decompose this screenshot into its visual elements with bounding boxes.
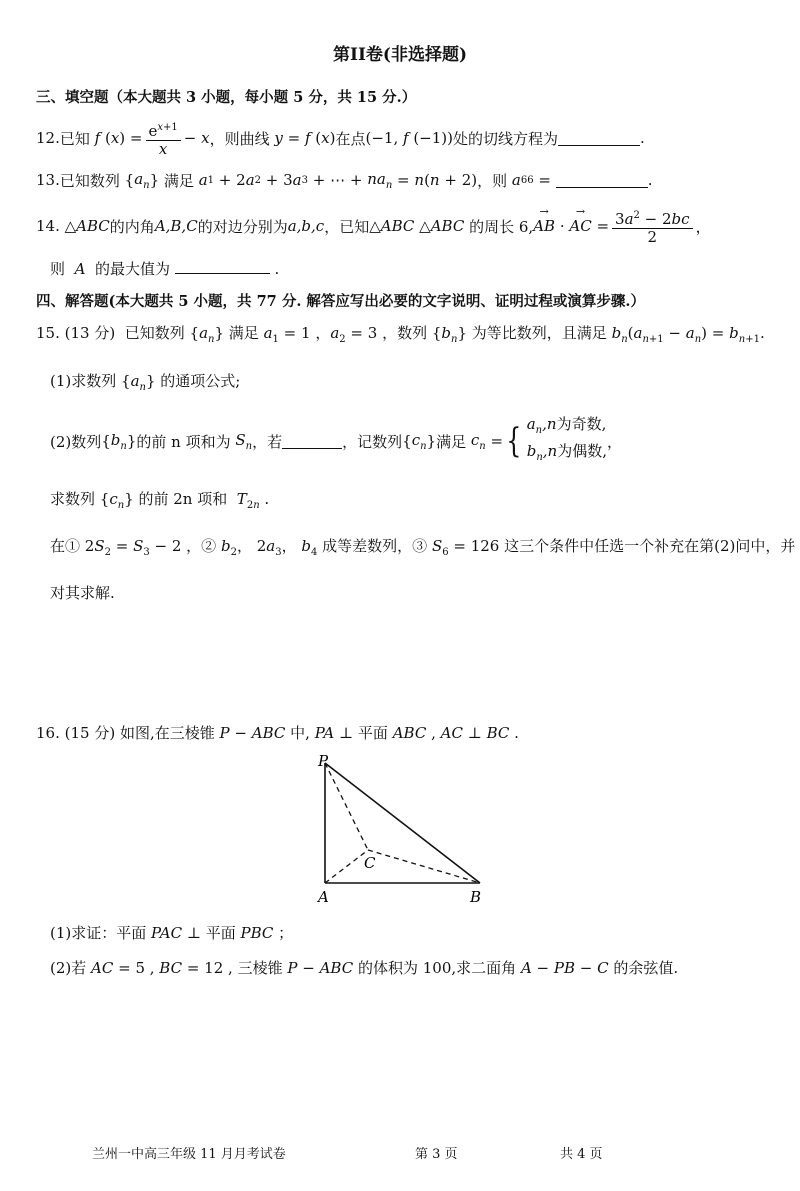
q15-stem1: 已知数列	[124, 324, 185, 342]
q16-part2-end: 的余弦值.	[613, 959, 679, 977]
q16-part2-vol: 的体积为 100,求二面角	[357, 959, 517, 977]
footer-page-number: 第 3 页	[415, 1147, 458, 1162]
q12-answer-blank[interactable]	[558, 131, 640, 146]
q12-number: 12.	[36, 129, 60, 147]
q16-stem: 如图,在三棱锥	[119, 724, 215, 742]
section-four-heading: 四、解答题(本大题共 5 小题，共 77 分. 解答应写出必要的文字说明、证明过程或演算步骤.）	[36, 293, 645, 310]
q14-text4: 的周长 6,	[469, 217, 534, 236]
q14-answer-blank[interactable]	[175, 259, 270, 274]
q15-case-odd: 为奇数,	[556, 415, 607, 433]
q12-middle: ，则曲线	[209, 129, 270, 148]
question-15-stem: 15. (13 分) 已知数列 $\{a_n\}$ 满足 $a_1 = 1$ ，$a_2 = 3$ ，数列 $\{b_n\}$ 为等比数列，且满足 $b_n(a_{n+1} - a_n) = b_{n+1}$.	[36, 324, 765, 345]
q15-part2-mid: 的前 n 项和为	[136, 432, 231, 451]
tetrahedron-figure	[300, 748, 500, 908]
q13-middle: 满足	[163, 171, 194, 190]
q14-text3: ，已知	[324, 217, 370, 236]
q15-cond-line2: 对其求解.	[50, 584, 115, 602]
q15-part1-suffix: 的通项公式;	[160, 372, 241, 390]
section-three-heading: 三、填空题（本大题共 3 小题，每小题 5 分，共 15 分.）	[36, 89, 417, 106]
q15-stem4: 为等比数列，且满足	[471, 324, 607, 342]
q15-part2-line2-end: .	[264, 490, 270, 508]
q12-point-text: 在点	[335, 129, 366, 148]
q16-part2-prefix: (2)若	[50, 959, 87, 977]
q12-end: .	[640, 129, 645, 147]
question-15-part1: (1)求数列 $\{a_n\}$ 的通项公式;	[50, 372, 241, 393]
q15-cond2b: 成等差数列，③	[322, 537, 428, 555]
label-a: A	[318, 888, 329, 906]
q15-cond-suffix: 这三个条件中任选一个补充在第(2)问中，并	[504, 537, 796, 555]
q15-part2-note: ，记数列	[342, 432, 403, 451]
q14-line2-prefix: 则	[50, 260, 66, 278]
question-13: 13. 已知数列 { $a_n$ } 满足 a 1 + 2 a 2 + 3 a 3 + ⋯ + $na_n$ = n ( n + 2) ，则 a 66 = .	[36, 169, 653, 191]
q16-perp-plane: 平面	[357, 724, 388, 742]
q15-stem2: 满足	[228, 324, 259, 342]
q15-case-even: 为偶数,	[557, 442, 607, 460]
q16-part1-end: ；	[278, 924, 294, 942]
question-14-line2: 则 A 的最大值为 .	[50, 260, 280, 278]
q13-answer-blank[interactable]	[556, 173, 648, 188]
q15-number: 15. (13 分)	[36, 324, 116, 342]
q12-prefix: 已知	[59, 129, 90, 148]
page-title: 第II卷(非选择题)	[333, 45, 467, 65]
question-16-stem: 16. (15 分) 如图,在三棱锥 P − ABC 中, PA ⊥ 平面 ABC , AC ⊥ BC .	[36, 724, 519, 742]
q14-text2: 的对边分别为	[197, 217, 288, 236]
edge-bc	[368, 850, 480, 883]
label-c: C	[364, 854, 376, 872]
q13-end: .	[647, 171, 653, 189]
q15-cond2: ，②	[186, 537, 217, 555]
q16-part2-mid: 三棱锥	[237, 959, 283, 977]
q15-part1-prefix: (1)求数列	[50, 372, 117, 390]
q16-part1: (1)求证：平面	[50, 924, 147, 942]
q13-suffix: ，则	[477, 171, 508, 190]
q15-part2-line2-prefix: 求数列	[50, 490, 96, 508]
question-16-part2: (2)若 AC = 5 , BC = 12 , 三棱锥 P − ABC 的体积为 100,求二面角 A − PB − C 的余弦值.	[50, 959, 679, 977]
q15-part2-if: ，若	[252, 432, 283, 451]
q15-condition-blank[interactable]	[282, 434, 342, 449]
label-p: P	[318, 752, 329, 770]
q15-part2-prefix: (2)数列	[50, 432, 102, 451]
q15-cond-prefix: 在①	[50, 537, 81, 555]
q14-end: ，	[695, 217, 711, 236]
q15-part2-tail: ，	[607, 432, 623, 451]
question-15-conditions: 在① $2S_2 = S_3 - 2$ ，② $b_2$， $2a_3$， $b_4$ 成等差数列，③ $S_6 = 126$ 这三个条件中任选一个补充在第(2)问中，并	[50, 537, 796, 558]
edge-ac	[325, 850, 368, 883]
question-15-part2: (2)数列 { $b_n$ } 的前 n 项和为 $S_n$ ，若 ，记数列 { $c_n$ } 满足 $c_n$ = { $a_n,n$为奇数, $b_n,n$为偶数, ，	[50, 415, 623, 463]
q13-number: 13.	[36, 171, 60, 189]
q14-line2-mid: 的最大值为	[94, 260, 170, 278]
q15-stem3: ，数列	[382, 324, 428, 342]
q14-text1: 的内角	[109, 217, 155, 236]
q14-line2-end: .	[274, 260, 280, 278]
question-14: 14. △ ABC 的内角 A,B,C 的对边分别为 a,b,c ，已知 △ ABC △ ABC 的周长 6, → AB · → AC = $\frac{3a^2 - 2bc}{2}$ ，	[36, 205, 711, 247]
q14-number: 14.	[36, 217, 60, 235]
q16-part1-perp: 平面	[205, 924, 236, 942]
question-15-part2-line2: 求数列 $\{c_n\}$ 的前 2n 项和 $T_{2n}$ .	[50, 490, 270, 511]
edge-pc	[325, 763, 368, 850]
q12-suffix: 处的切线方程为	[453, 129, 559, 148]
question-16-part1: (1)求证：平面 PAC ⊥ 平面 PBC ；	[50, 924, 294, 942]
label-b: B	[470, 888, 482, 906]
footer-school: 兰州一中高三年级 11 月月考试卷	[92, 1147, 286, 1162]
q16-stem2: 中,	[290, 724, 310, 742]
q15-part2-sat: 满足	[436, 432, 467, 451]
footer-total-pages: 共 4 页	[560, 1147, 603, 1162]
q13-prefix: 已知数列	[59, 171, 120, 190]
q16-number: 16. (15 分)	[36, 724, 116, 742]
q15-part2-line2-suffix: 的前 2n 项和	[138, 490, 228, 508]
question-12: 12. 已知 f ( x ) = $\frac{e^{x+1}}{x}$ − x ，则曲线 y = f ( x ) 在点 (−1, f (−1)) 处的切线方程为 .	[36, 118, 645, 158]
